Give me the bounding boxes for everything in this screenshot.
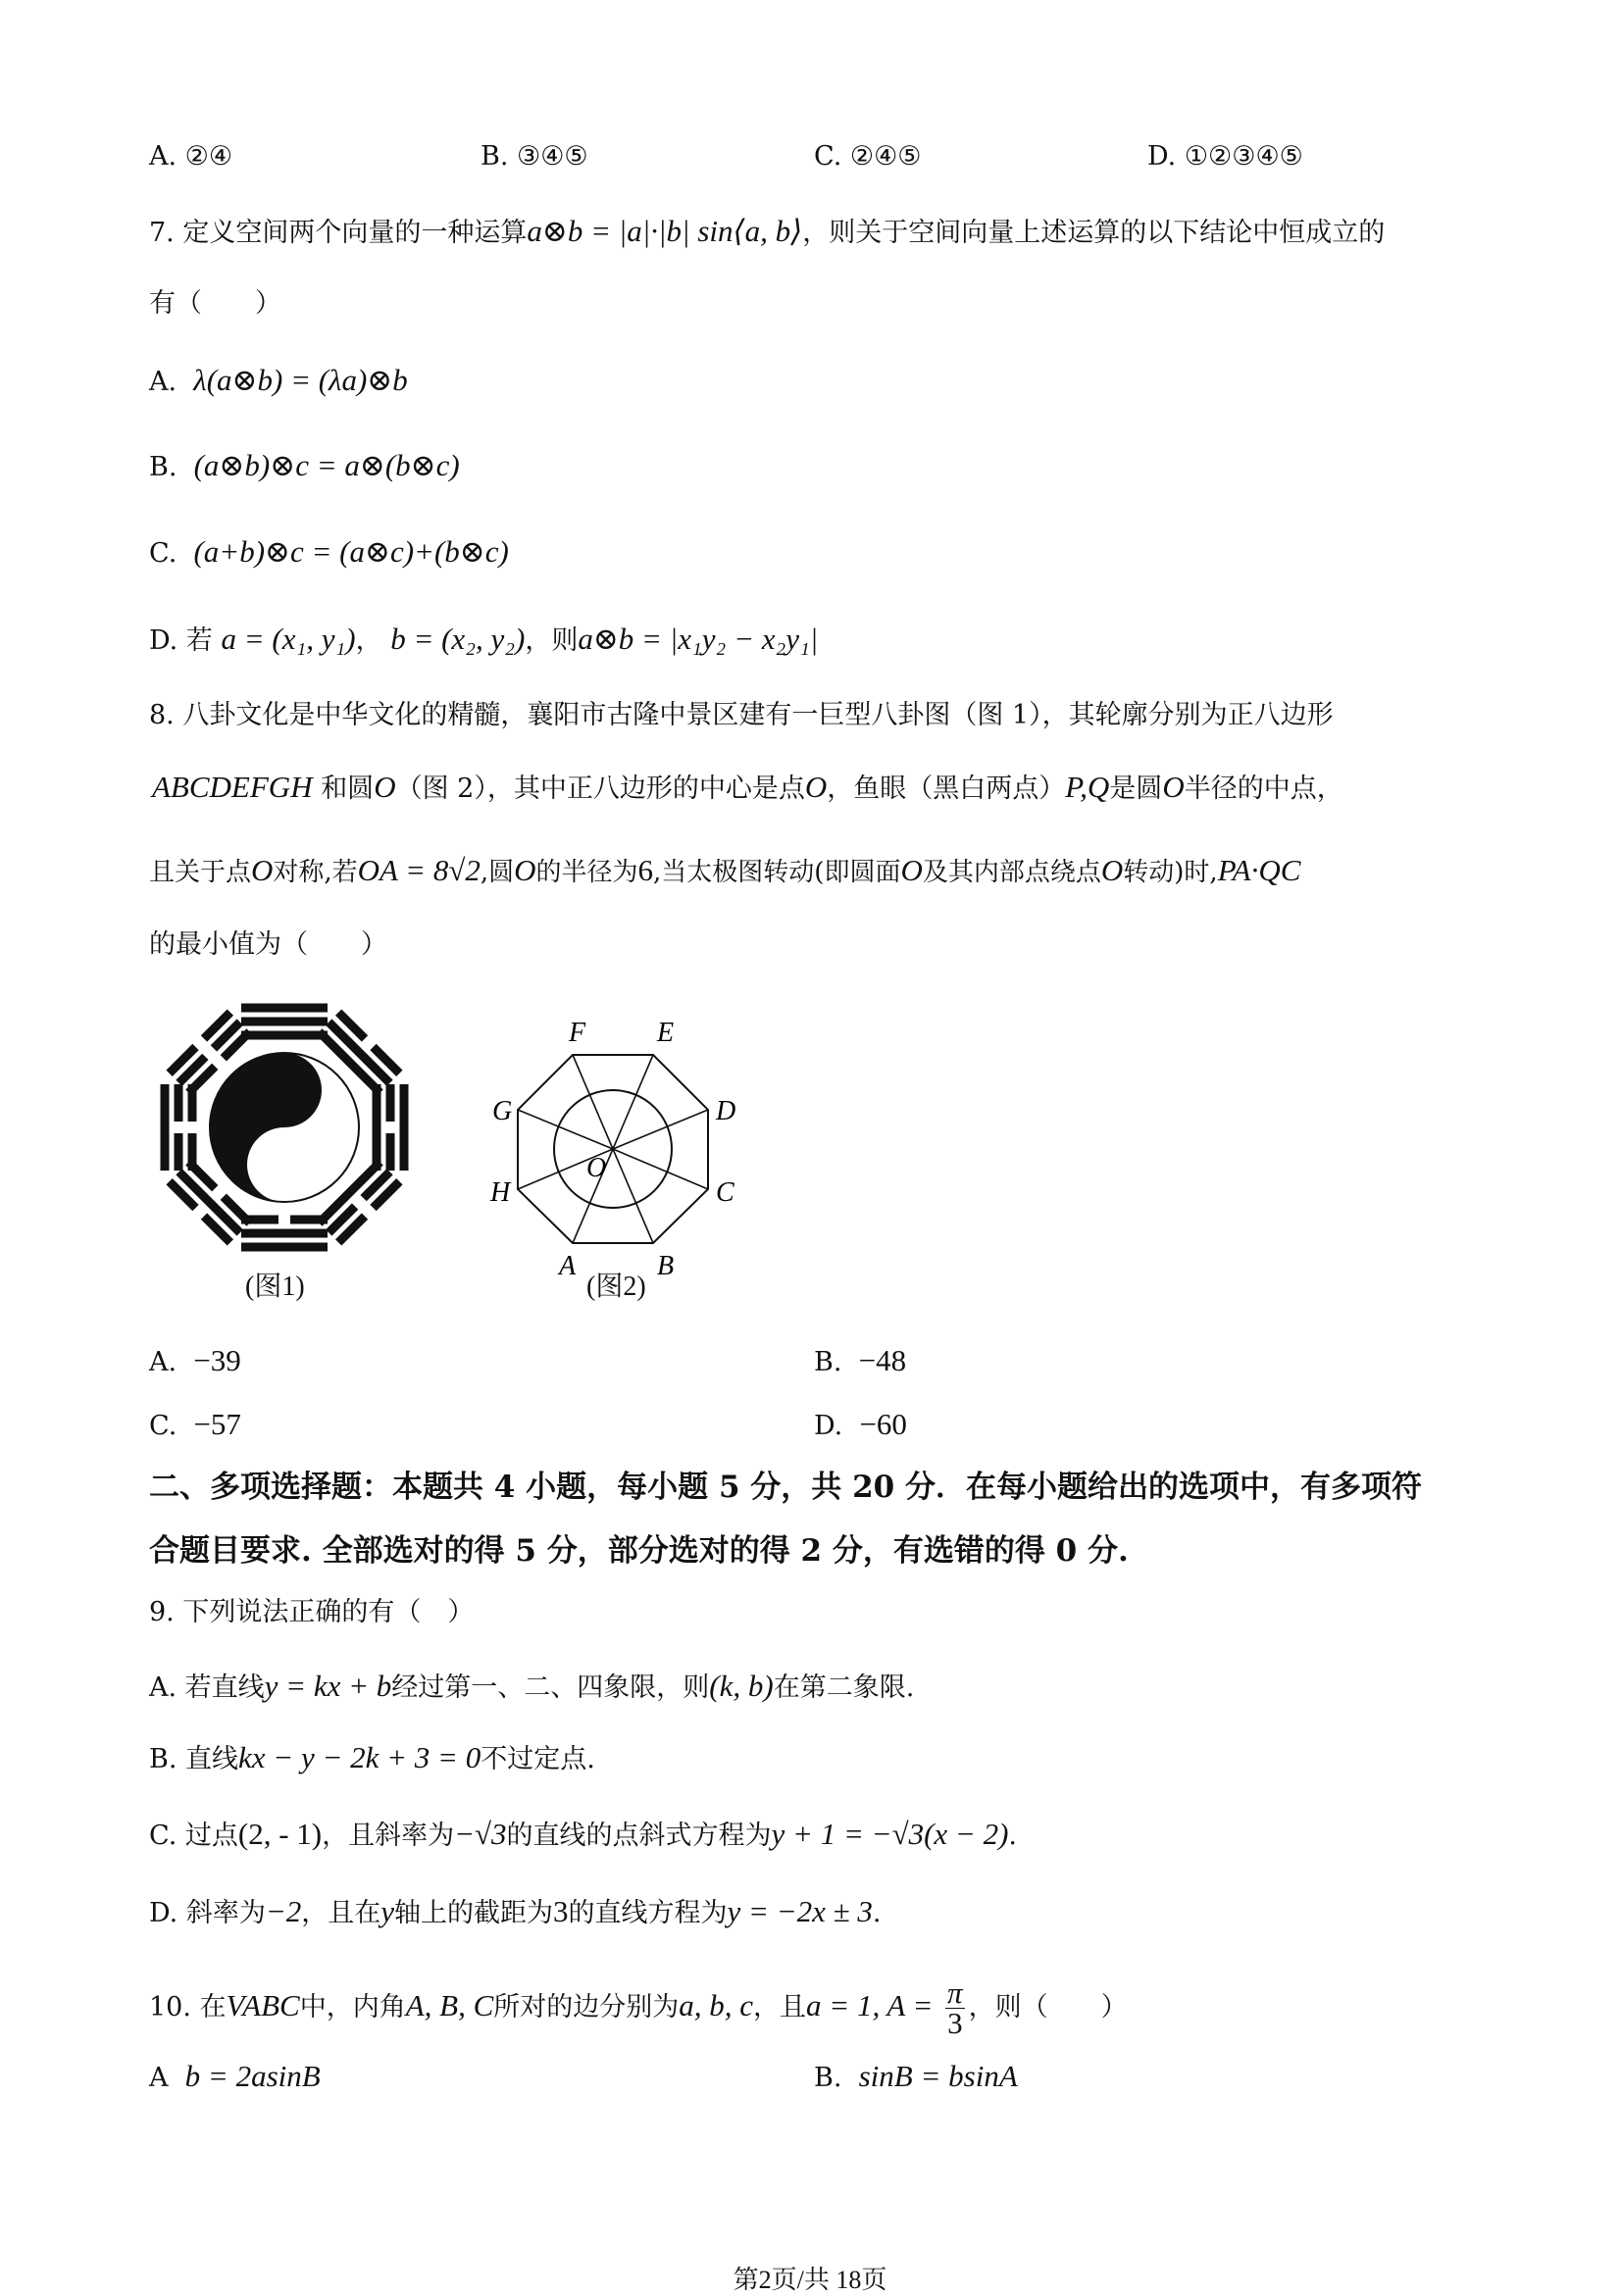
q6-option-b: B. ③④⑤	[481, 141, 588, 172]
fish-eye-light	[274, 1154, 295, 1175]
q9-option-a: A. 若直线y = kx + b经过第一、二、四象限，则(k, b)在第二象限.	[149, 1669, 915, 1703]
q8-stem-line4: 的最小值为（ ）	[149, 929, 387, 960]
q10-option-b: B. sinB = bsinA	[814, 2059, 1018, 2093]
q8-option-c: C. −57	[149, 1407, 241, 1441]
q8-stem-line1: 8. 八卦文化是中华文化的精髓，襄阳市古隆中景区建有一巨型八卦图（图 1），其轮廓分别为正八边形	[149, 700, 1334, 730]
bagua-figure	[155, 998, 414, 1257]
q8-option-a: A. −39	[149, 1343, 241, 1377]
trigram	[373, 1084, 409, 1171]
center-o-label: O	[586, 1153, 607, 1183]
q6-option-a: A. ②④	[149, 141, 233, 172]
q9-option-d: D. 斜率为−2，且在y轴上的截距为3的直线方程为y = −2x ± 3.	[149, 1894, 882, 1928]
q7-stem-line2: 有（ ）	[149, 288, 281, 319]
vertex-c-label: C	[716, 1177, 734, 1208]
q8-option-b: B. −48	[814, 1343, 907, 1377]
q8-stem-line3: 且关于点O对称,若OA = 8√2,圆O的半径为6,当太极图转动(即圆面O及其内部点绕点O转动)时,PA·QC	[149, 853, 1301, 887]
octagon-figure	[481, 990, 775, 1281]
q7-option-b: B. (a⊗b)⊗c = a⊗(b⊗c)	[149, 448, 460, 482]
q9-option-b: B. 直线kx − y − 2k + 3 = 0不过定点.	[149, 1740, 595, 1774]
trigram	[161, 1084, 197, 1171]
q7-option-d: D. 若 a = (x₁, y₁)， b = (x₂, y₂)，则a⊗b = |x₁y₂ − x₂y₁|	[149, 622, 819, 656]
fish-eye-dark	[274, 1079, 295, 1101]
vertex-d-label: D	[716, 1096, 736, 1126]
section2-heading-line1: 二、多项选择题：本题共 4 小题，每小题 5 分，共 20 分．在每小题给出的选项中，有多项符	[149, 1470, 1423, 1505]
q6-option-d: D. ①②③④⑤	[1147, 141, 1303, 172]
trigram	[241, 1004, 328, 1040]
q7-option-a: A. λ(a⊗b) = (λa)⊗b	[149, 363, 408, 397]
vertex-e-label: E	[657, 1018, 675, 1048]
q7-definition-formula: a⊗b = |a|·|b| sin⟨a, b⟩	[527, 214, 803, 248]
pi-over-3-fraction: $\frac{\pi}{3}$	[947, 1975, 963, 2040]
radial-lines	[518, 1055, 708, 1243]
q7-option-c: C. (a+b)⊗c = (a⊗c)+(b⊗c)	[149, 534, 509, 569]
q9-stem: 9. 下列说法正确的有（ ）	[149, 1597, 475, 1627]
vertex-g-label: G	[492, 1096, 513, 1126]
vertex-b-label: B	[657, 1251, 675, 1281]
q9-option-c: C. 过点(2, - 1)，且斜率为−√3的直线的点斜式方程为y + 1 = −√3(x − 2).	[149, 1817, 1017, 1851]
vertex-a-label: A	[559, 1251, 577, 1281]
q10-stem: 10. 在VABC中，内角A, B, C所对的边分别为a, b, c，且a = 1, A = $\frac{\pi}{3}$ ，则（ ）	[149, 1975, 1128, 2040]
q7-stem: 7. 定义空间两个向量的一种运算a⊗b = |a|·|b| sin⟨a, b⟩，则关于空间向量上述运算的以下结论中恒成立的	[149, 214, 1386, 248]
q6-option-c: C. ②④⑤	[814, 141, 922, 172]
page-footer: 第2页/共 18页	[733, 2266, 887, 2294]
vertex-f-label: F	[569, 1018, 586, 1048]
q8-stem-line2: ABCDEFGH 和圆O（图 2），其中正八边形的中心是点O，鱼眼（黑白两点）P,Q是圆O半径的中点，	[152, 770, 1343, 804]
figure2-caption: (图2)	[586, 1272, 646, 1302]
figure1-caption: (图1)	[245, 1272, 305, 1302]
trigram	[241, 1216, 328, 1252]
q10-option-a: A b = 2asinB	[149, 2059, 321, 2093]
q8-option-d: D. −60	[814, 1407, 907, 1441]
section2-heading-line2: 合题目要求. 全部选对的得 5 分，部分选对的得 2 分，有选错的得 0 分.	[149, 1533, 1129, 1569]
vertex-h-label: H	[490, 1177, 511, 1208]
